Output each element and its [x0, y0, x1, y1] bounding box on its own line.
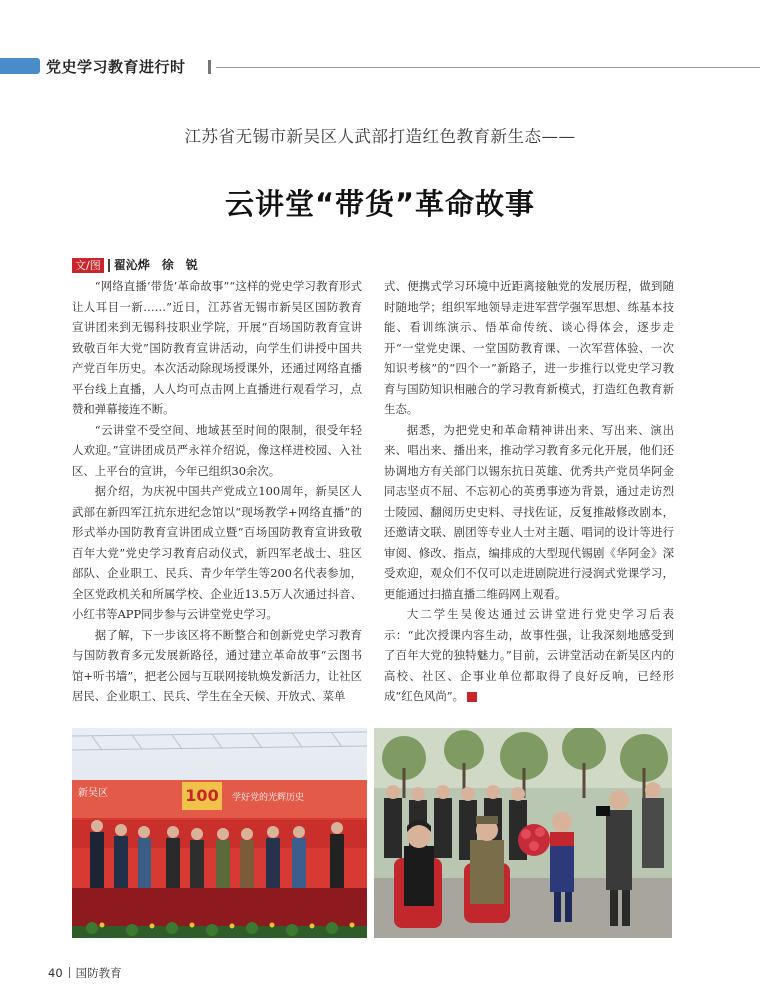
right-column [384, 276, 674, 707]
byline [72, 258, 198, 274]
paragraph: “云讲堂不受空间、地域甚至时间的限制，很受年轻人欢迎。”宣讲团成员严永祥介绍说，像这样进校园、入社区、上平台的宣讲，今年已组织30余次。 [72, 422, 362, 478]
section-title: 党史学习教育进行时 [46, 58, 186, 76]
paragraph-text: 大二学生吴俊达通过云讲堂进行党史学习后表示：“此次授课内容生动，故事性强，让我深刻地感受到了百年大党的独特魅力。”目前，云讲堂活动在新吴区内的高校、社区、企事业单位都取得了良好反响，已经形成“红色风尚”。 [384, 607, 674, 703]
left-column [72, 276, 362, 707]
paragraph: “网络直播‘带货’革命故事”“这样的党史学习教育形式让人耳目一新……”近日，江苏省无锡市新吴区国防教育宣讲团来到无锡科技职业学院，开展“百场国防教育宣讲致敬百年大党”国防教育宣讲活动，向学生们讲授中国共产党百年历史。本次活动除现场授课外，还通过网络直播平台线上直播，人人均可点击网上直播进行观看学习，点赞和弹幕接连不断。 [72, 279, 362, 416]
footer-separator [69, 967, 70, 978]
paragraph: 据介绍，为庆祝中国共产党成立100周年，新吴区人武部在新四军江抗东进纪念馆以“现场教学+网络直播”的形式举办国防教育宣讲团成立暨“百场国防教育宣讲致敬百年大党”党史学习教育启动仪式，新四军老战士、驻区部队、企业职工、民兵、青少年学生等200名代表参加，全区党政机关和所属学校、企业近13.5万人次通过抖音、小红书等APP同步参与云讲堂党史学习。 [72, 484, 362, 621]
byline-tag: 文/图 [72, 258, 104, 273]
byline-authors: 翟沁烨 徐 锐 [113, 258, 198, 272]
ceremony-photo-image [72, 728, 367, 938]
paragraph: 式、便携式学习环境中近距离接触党的发展历程，做到随时随地学；组织军地领导走进军营学强军思想、练基本技能、看训练演示、悟革命传统、谈心得体会，逐步走开“一堂党史课、一堂国防教育课、一次军营体验、一次知识考核”的“四个一”新路子，进一步推行以党史学习教育与国防知识相融合的学习教育新模式，打造红色教育新生态。 [384, 279, 674, 416]
paragraph: 据了解，下一步该区将不断整合和创新党史学习教育与国防教育多元发展新路径，通过建立革命故事“云图书馆+听书墙”，把老公园与互联网接轨焕发新活力，让社区居民、企业职工、民兵、学生在全天候、开放式、菜单 [72, 627, 362, 703]
paragraph-last [384, 604, 674, 707]
section-separator [208, 60, 211, 74]
end-mark-icon: G [467, 692, 477, 702]
byline-separator [108, 259, 110, 272]
magazine-name: 国防教育 [75, 966, 122, 980]
svg-text:100: 100 [185, 786, 219, 805]
paragraph: 据悉，为把党史和革命精神讲出来、写出来、演出来、唱出来、播出来，推动学习教育多元化开展，他们还协调地方有关部门以锡东抗日英雄、优秀共产党员华阿金同志坚贞不屈、不忘初心的英勇事迹为背景，通过走访烈士陵园、翻阅历史史料、寻找佐证，反复推敲修改剧本，还邀请文联、剧团等专业人士对主题、唱词的设计等进行审阅、修改、指点，编排成的大型现代锡剧《华阿金》深受欢迎，观众们不仅可以走进剧院进行浸润式党课学习，更能通过扫描直播二维码网上观看。 [384, 422, 674, 601]
section-tab-marker [0, 58, 40, 74]
section-rule [216, 67, 760, 68]
page-number: 40 [48, 966, 63, 980]
banner-slogan: 学好党的光辉历史 [232, 793, 305, 803]
photo-ceremony [72, 728, 367, 938]
page-footer [48, 965, 122, 981]
article-title: 云讲堂“带货”革命故事 [224, 187, 536, 221]
presentation-photo-image [374, 728, 672, 938]
section-header [0, 55, 760, 79]
article-subtitle: 江苏省无锡市新吴区人武部打造红色教育新生态—— [184, 127, 576, 146]
banner-text: 新吴区 [78, 788, 108, 799]
photo-flower-presentation [374, 728, 672, 938]
